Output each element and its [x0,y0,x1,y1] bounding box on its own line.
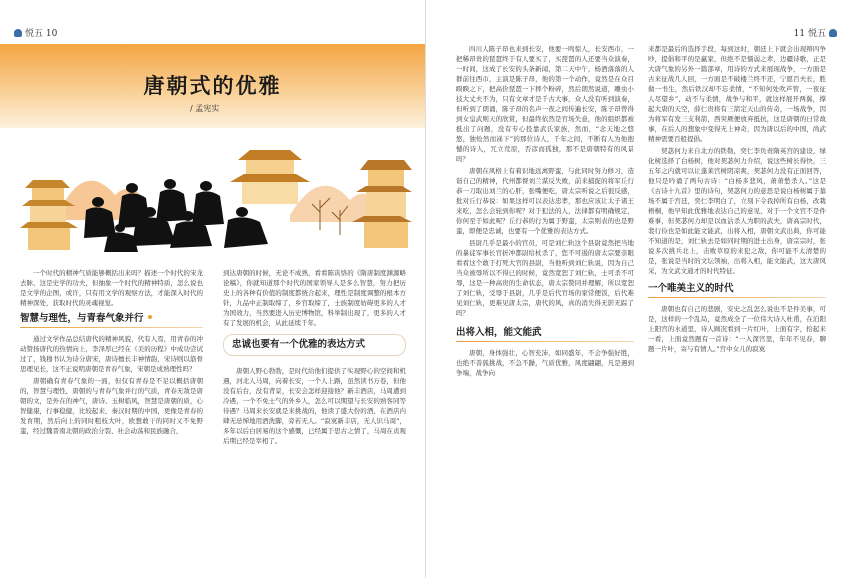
paragraph: 契苾何力来自北方的铁勒，奕仁李负责隋英宫的建设，绿化树选择了白杨树，他对契苾何力介绍，说这些树长得快，三五年之内就可以让蓬莱宫树阴凉爽，契苾何力没有正面回答，他只是吟诵了两句古诗：“白杨多悲风，萧萧愁杀人。”这是《古诗十九首》里的诗句，契苾何力的意思是说白杨树属于墓场不属于宫廷，奕仁李明白了，立刻下令我掉所有白杨，改栽梧桐，他早知此优雅地表达自己的意见，对于一个文官不是件难事，但契苾何力却是以血沾杀人为职的武夫，唐高宗时代，裴行俭也是如此能文能武，出将入相，唐朝文武出典，你可能不知道的是，刘仁轨去是如同时期的进士出身，唐宗宗时，张说多次挑兵北上，击败草原的来犯之敌，你可能不太清楚的是，张说是当时的文坛领袖，出将入相，能文能武，这大唐风采，为文武文通才的时代特征。 [648,147,826,275]
right-column-1 [456,44,634,380]
palace-hall [230,150,310,204]
paragraph: 通过文学作品总结唐代的精神风貌，代有人焉，用青春的冲动赞扬唐代的热情向上，李泽厚已经在《美的历程》中成功尝试过了，钱穆书认为诗分唐宋，唐诗擅长丰神情韵，宋诗则以筋骨思理见长，这不正说明唐朝是青春气象，宋朝是成熟理性吗？ [20,335,203,373]
section-heading: 智慧与理性，与青春气象并行 [20,314,203,328]
paragraph: 唐朝，身体强壮，心智充沛，如同盛年，不会争强好胜，也绝不善狐挑战，不急不躁，气质优雅，风度翩翩，凡是遇到争端，战争向 [456,349,634,377]
paragraph: 一个时代的精神气质能够概括出来吗？描述一个时代的宋龙去脉，这是史学的功夫，但抽象一个时代的精神特质，怎么说也是文学的企图，或许，只有用文学的观察方法，才能深入时代的精神深处，获取时代的灵魂视觉。 [20,269,203,307]
paragraph: 唐朝人野心勃勃，是时代给他们提供了实现野心的空间和机遇，河北人马周，向着长安，一个人上路，虽然读书万卷，但他没有后台，没有背景，长安会怎样迎接他？新丰酒店，马周遭到冷遇，一个不免士气的外乡人，怎么可以期望与长安的熟客同等待遇？马周来长安就是来挑战的，他读了盛大份的酒，在酒店内肆无忌惮地用酒洗脚，旁若无人。“寂寞新丰店，无人识马周”，多年以后白居易的这个感慨，已经属于思古之情了，马周在贞观后期已经是宰相了。 [223,367,406,445]
left-column-1 [20,268,203,438]
section-heading: 一个唯美主义的时代 [648,284,826,298]
article-title: 唐朝式的优雅 [143,74,282,98]
paragraph: 县尉几乎是最小的官员，可是刘仁轨这个县尉竟然把当地的暴徒军事长官折冲都尉给杖杀了，您不可遏的唐太宗要亲眼看看这个敢于打死大官的县尉，当他听到刘仁轨说，因为自己当众被辱所以不得已的时候，竟然宽恕了刘仁轨，士可杀不可辱，这是一种高贵的生命状态，唐太宗赞同并理解，所以宽恕了刘仁轨，受辱于县尉，几乎是后代官场的家常便饭，后代难见刘仁轨，更难见唐太宗，唐代的风，真的消失得无影无踪了吗？ [456,239,634,317]
paragraph: 四川人陈子昂也来到长安，他要一鸣惊人，长安西市，一把稀昂贵的琵琶终于有人要买了，买琵琶的人还要当众演奏，一时间，这成了长安的头条新闻，第二天中午，杨酒落落的人群前往西市，主演是陈子昂，他的第一个动作，竟然是在众目睽睽之下，把高价琵琶一下摔个粉碎，然后朗然说道，雕虫小技大丈夫不为，只有文章才是千古大事，众人没有听到演奏，但听到了朗诵，陈子昂的名声一夜之间传遍长安，陈子昂曾得到女皇武则天的欣赏，但最终依然是官场失意，他的组织都被抵出了问题，没有专心投靠武氏家族，然而，“念天地之悠悠，独怆然而涕下”的那位诗人，千年之间，不断有人为他抱憾的诗人，冗立荒原，否彦而孤独，那不是唐朝特有的风景吗？ [456,45,634,163]
magazine-logo-icon [829,29,837,37]
section-heading: 出将入相，能文能武 [456,328,634,342]
left-column-2 [223,268,406,448]
right-column-2 [648,44,826,356]
scholar-figures [84,179,268,252]
section-heading-boxed: 忠诚也要有一个优雅的表达方式 [223,334,406,356]
paragraph: 来都是最后的选择手段，每到这时，朝廷上下就会出现辩四争吵，提倡和平的是赢家，但绝不是懦弱之辈，边疆诗歌，正是大唐气象的另外一篇部章，用诗的方式来展现战争，一方面是古来征战几人回，一方面是不破楼兰终不还，宁愿百夫长，胜做一书生，然后铁汉却不忘柔情，“不知何处吹芦管，一夜征人尽望乡”，动不与柔情，战争与和平，就这样展开两翼，撑起大唐的天空，薛仁贵将有三箭定天山的传奇，一场战争，因为将军有发三支利箭，西突厥便放弃抵抗，这是唐朝的日常故事，在后人的想象中变得无上神奇，因为唐以后的中国，尚武精神需要百般提倡。 [648,45,826,143]
paragraph: 唐朝确有青春气象的一面，但仅有青春是不足以概括唐朝的，智慧与理性，唐朝的与青春气象并行的气质，青春无敌是唐朝的文，是外在的神气，唐诗、玉树临风，智慧是唐朝的质，心智健康，行事稳健，比较起来，秦汉时期的中国，更像是青春的发育期，然后向上的同时粗枝大叶，欧想敢干的同时又不免野蛮，经过魏晋南北朝的政治分裂、社会动荡和民族融合， [20,377,203,435]
page-folio-right: 11 悦五 [794,26,837,39]
paragraph: 唐朝也有自己的悲剧，安史之乱怎么说也不是件美事，可是，这样的一个乱局，竟然成全了一位伟大诗人杜甫，在泊阳上阳宫的水道里，诗人顾况看到一片红叶，上面有字，拾起来一看，上面竟然题有一首诗：“一入深宫里，年年不见春，聊题一片叶，寄与有情人。”宫中女儿的寂寞 [648,305,826,353]
magazine-logo-icon [14,29,22,37]
right-page [425,0,850,578]
paragraph: 唐朝在风格上有着识地远离野蛮，与此同时努力修习，造诣自己的精神，代州都督刘兰谋反失败，前来捕捉的将军丘行恭一刀取出刘兰的心肝，张嘴便吃，唐太宗听说之后很反感，批对丘行恭说：如果这样可以表达忠孝，那也应该让太子诸王来吃，怎么会轮到你呢？对于犯法的人，法律都有明确规定，你何至于如此呢？丘行恭的行为属于野蛮，太宗则表的也是野蛮，即便是忠诚，也要有一个优雅的表达方式。 [456,167,634,235]
article-author: / 孟宪实 [190,104,220,113]
paragraph: 到达唐朝的时候，无论不成熟，看看陈寅恪的《隋唐制度渊源略论稿》，你就知道那个时代的国家领导人是多么智慧，努力把历史上的各种有价值的制度都统合起来，理性是制度调整的根本方针，九品中正制取缔了，乡官取缔了，士族制度妨碍更多的人才为国效力，当然要进入历史博物馆，科举制出现了，更多的人才有了发展的机会，从此延续千年。 [223,269,406,327]
page-folio-left: 悦五 10 [14,26,57,39]
tang-dynasty-illustration [20,140,412,260]
heading-dot-icon [148,315,152,319]
